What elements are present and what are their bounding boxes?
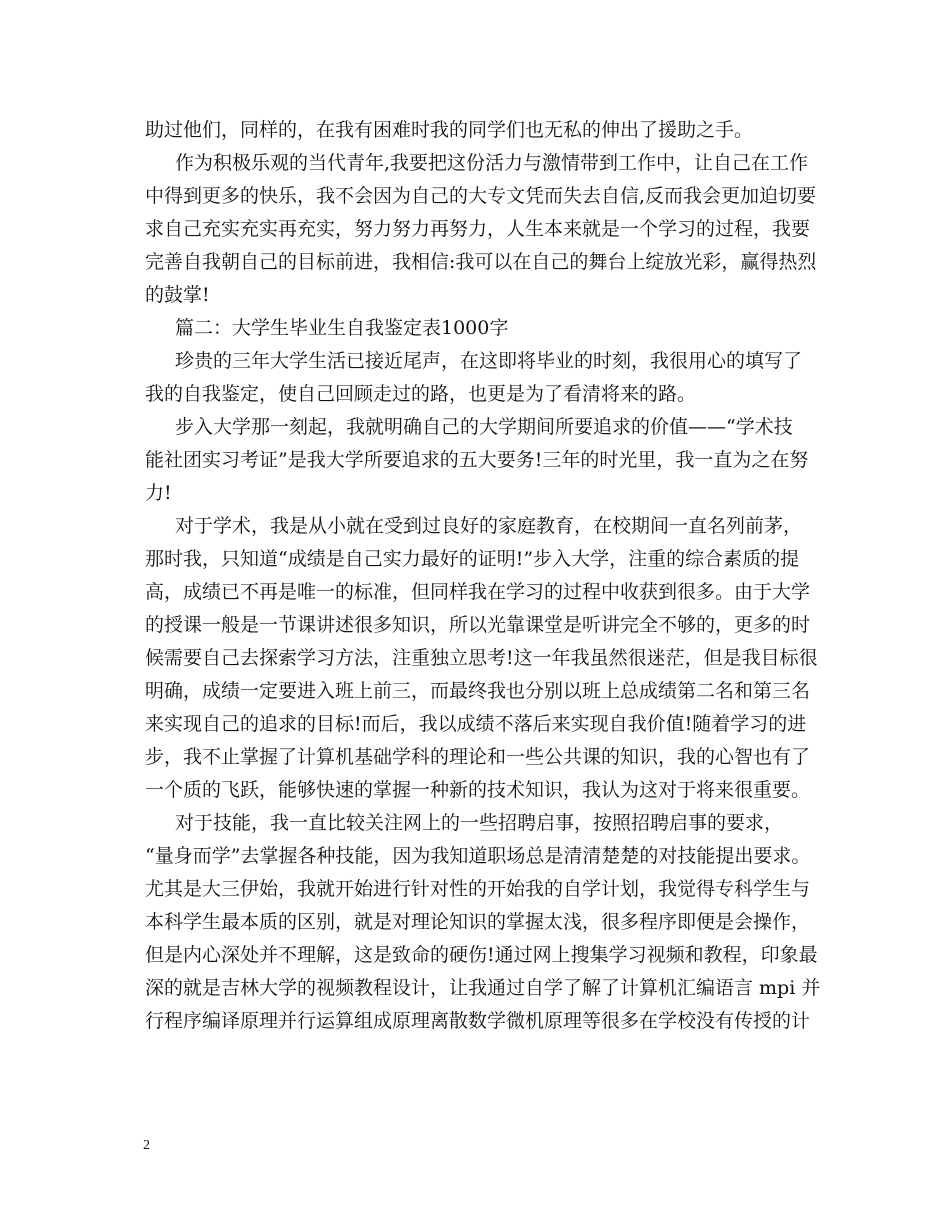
document-body bbox=[145, 114, 825, 1038]
paragraph-start-line: 步入大学那一刻起，我就明确自己的大学期间所要追求的价值——“学术技 bbox=[175, 416, 793, 438]
text-line: 助过他们，同样的，在我有困难时我的同学们也无私的伸出了援助之手。 bbox=[145, 119, 754, 141]
paragraph-start-line: 对于学术，我是从小就在受到过良好的家庭教育，在校期间一直名列前茅， bbox=[175, 515, 803, 537]
text-line: 深的就是吉林大学的视频教程设计，让我通过自学了解了计算机汇编语言 mpi 并 bbox=[145, 977, 821, 999]
text-line: 力! bbox=[145, 482, 172, 504]
text-line: 候需要自己去探索学习方法，注重独立思考!这一年我虽然很迷茫，但是我目标很 bbox=[145, 647, 818, 669]
paragraph-start-line: 对于技能，我一直比较关注网上的一些招聘启事，按照招聘启事的要求， bbox=[175, 812, 784, 834]
text-line: 步，我不止掌握了计算机基础学科的理论和一些公共课的知识，我的心智也有了 bbox=[145, 746, 811, 768]
text-line: 中得到更多的快乐，我不会因为自己的大专文凭而失去自信,反而我会更加迫切要 bbox=[145, 185, 817, 207]
text-line: 尤其是大三伊始，我就开始进行针对性的开始我的自学计划，我觉得专科学生与 bbox=[145, 878, 811, 900]
text-line: 能社团实习考证”是我大学所要追求的五大要务!三年的时光里，我一直为之在努 bbox=[145, 449, 809, 471]
text-line: 我的自我鉴定，使自己回顾走过的路，也更是为了看清将来的路。 bbox=[145, 383, 697, 405]
text-line: 的鼓掌! bbox=[145, 284, 210, 306]
text-line: 来实现自己的追求的目标!而后，我以成绩不落后来实现自我价值!随着学习的进 bbox=[145, 713, 807, 735]
text-line: “量身而学”去掌握各种技能，因为我知道职场总是清清楚楚的对技能提出要求。 bbox=[145, 845, 811, 867]
text-line: 本科学生最本质的区别，就是对理论知识的掌握太浅，很多程序即便是会操作， bbox=[145, 911, 811, 933]
text-line: 高，成绩已不再是唯一的标准，但同样我在学习的过程中收获到很多。由于大学 bbox=[145, 581, 811, 603]
page-number: 2 bbox=[143, 1138, 150, 1153]
text-line: 完善自我朝自己的目标前进，我相信:我可以在自己的舞台上绽放光彩，赢得热烈 bbox=[145, 251, 817, 273]
text-line: 明确，成绩一定要进入班上前三，而最终我也分别以班上总成绩第二名和第三名 bbox=[145, 680, 811, 702]
paragraph-start-line: 作为积极乐观的当代青年,我要把这份活力与激情带到工作中，让自己在工作 bbox=[175, 152, 809, 174]
text-line: 那时我，只知道“成绩是自己实力最好的证明!”步入大学，注重的综合素质的提 bbox=[145, 548, 800, 570]
section-heading: 篇二：大学生毕业生自我鉴定表1000字 bbox=[175, 317, 509, 339]
text-line: 但是内心深处并不理解，这是致命的硬伤!通过网上搜集学习视频和教程，印象最 bbox=[145, 944, 818, 966]
text-line: 求自己充实充实再充实，努力努力再努力，人生本来就是一个学习的过程，我要 bbox=[145, 218, 811, 240]
text-line: 行程序编译原理并行运算组成原理离散数学微机原理等很多在学校没有传授的计 bbox=[145, 1010, 811, 1032]
text-line: 一个质的飞跃，能够快速的掌握一种新的技术知识，我认为这对于将来很重要。 bbox=[145, 779, 811, 801]
paragraph-start-line: 珍贵的三年大学生活已接近尾声，在这即将毕业的时刻，我很用心的填写了 bbox=[175, 350, 803, 372]
text-line: 的授课一般是一节课讲述很多知识，所以光靠课堂是听讲完全不够的，更多的时 bbox=[145, 614, 811, 636]
